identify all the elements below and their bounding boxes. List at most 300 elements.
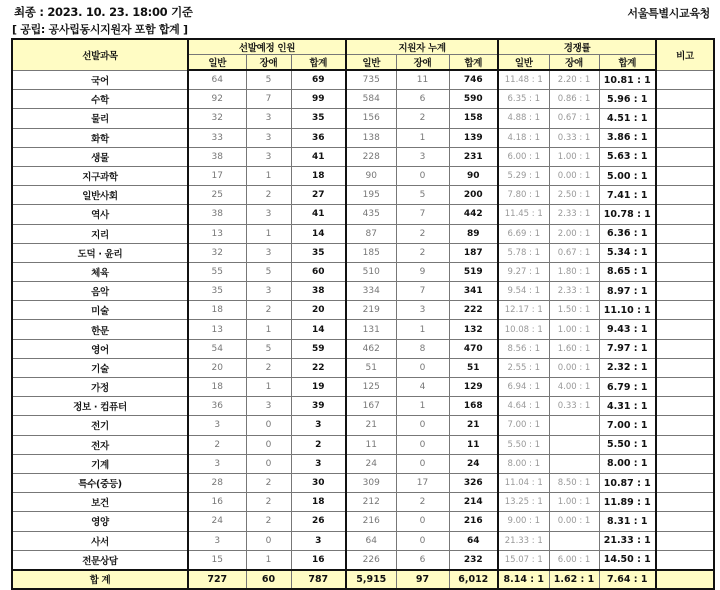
quota-general-cell: 28 (188, 473, 246, 492)
table-row (12, 473, 714, 492)
quota-disabled-cell: 1 (246, 166, 291, 185)
header-applicants-total: 합계 (449, 55, 498, 71)
header-ratio-general: 일반 (498, 55, 549, 71)
quota-general-cell: 35 (188, 282, 246, 301)
ratio-disabled-cell: 0.67 : 1 (549, 109, 599, 128)
applicants-total-cell: 746 (449, 70, 498, 90)
remarks-cell (656, 128, 714, 147)
ratio-disabled-cell: 1.80 : 1 (549, 262, 599, 281)
ratio-total-cell: 21.33 : 1 (599, 531, 656, 550)
quota-disabled-cell: 2 (246, 186, 291, 205)
ratio-disabled-cell: 0.86 : 1 (549, 90, 599, 109)
quota-total-cell: 39 (291, 397, 346, 416)
ratio-disabled-cell: 8.50 : 1 (549, 473, 599, 492)
applicants-total-cell: 187 (449, 243, 498, 262)
applicants-general-cell: 64 (346, 531, 396, 550)
quota-total-cell: 41 (291, 205, 346, 224)
table-row (12, 262, 714, 281)
applicants-disabled-cell: 2 (396, 493, 449, 512)
ratio-total-cell: 7.00 : 1 (599, 416, 656, 435)
quota-general-cell: 3 (188, 416, 246, 435)
remarks-cell (656, 512, 714, 531)
ratio-total-cell: 10.87 : 1 (599, 473, 656, 492)
quota-total-cell: 22 (291, 358, 346, 377)
applicants-total-cell: 158 (449, 109, 498, 128)
applicants-disabled-cell: 7 (396, 282, 449, 301)
quota-general-cell: 727 (188, 570, 246, 589)
ratio-disabled-cell: 1.62 : 1 (549, 570, 599, 589)
subject-cell: 체육 (12, 262, 188, 281)
ratio-disabled-cell (549, 454, 599, 473)
competition-ratio-table (11, 38, 715, 590)
applicants-general-cell: 735 (346, 70, 396, 90)
subject-cell: 기술 (12, 358, 188, 377)
ratio-total-cell: 10.78 : 1 (599, 205, 656, 224)
applicants-general-cell: 219 (346, 301, 396, 320)
quota-total-cell: 3 (291, 416, 346, 435)
table-row (12, 378, 714, 397)
applicants-disabled-cell: 6 (396, 550, 449, 570)
applicants-general-cell: 334 (346, 282, 396, 301)
applicants-total-cell: 222 (449, 301, 498, 320)
table-row (12, 128, 714, 147)
applicants-general-cell: 90 (346, 166, 396, 185)
applicants-general-cell: 584 (346, 90, 396, 109)
quota-disabled-cell: 60 (246, 570, 291, 589)
header-applicants-disabled: 장애 (396, 55, 449, 71)
ratio-general-cell: 7.00 : 1 (498, 416, 549, 435)
remarks-cell (656, 416, 714, 435)
quota-total-cell: 41 (291, 147, 346, 166)
applicants-disabled-cell: 2 (396, 109, 449, 128)
quota-general-cell: 54 (188, 339, 246, 358)
applicants-general-cell: 309 (346, 473, 396, 492)
applicants-disabled-cell: 0 (396, 454, 449, 473)
ratio-general-cell: 15.07 : 1 (498, 550, 549, 570)
ratio-disabled-cell (549, 416, 599, 435)
applicants-disabled-cell: 0 (396, 435, 449, 454)
quota-disabled-cell: 5 (246, 339, 291, 358)
remarks-cell (656, 262, 714, 281)
remarks-cell (656, 550, 714, 570)
ratio-disabled-cell (549, 435, 599, 454)
quota-general-cell: 15 (188, 550, 246, 570)
quota-disabled-cell: 0 (246, 435, 291, 454)
applicants-total-cell: 129 (449, 378, 498, 397)
remarks-cell (656, 570, 714, 589)
applicants-disabled-cell: 97 (396, 570, 449, 589)
header-ratio-group: 경쟁률 (498, 39, 656, 55)
remarks-cell (656, 186, 714, 205)
applicants-total-cell: 214 (449, 493, 498, 512)
ratio-disabled-cell: 0.00 : 1 (549, 512, 599, 531)
table-row (12, 512, 714, 531)
ratio-total-cell: 2.32 : 1 (599, 358, 656, 377)
subject-cell: 특수(중등) (12, 473, 188, 492)
ratio-disabled-cell: 6.00 : 1 (549, 550, 599, 570)
quota-disabled-cell: 0 (246, 454, 291, 473)
quota-disabled-cell: 2 (246, 493, 291, 512)
quota-total-cell: 3 (291, 454, 346, 473)
ratio-total-cell: 8.31 : 1 (599, 512, 656, 531)
remarks-cell (656, 531, 714, 550)
quota-total-cell: 59 (291, 339, 346, 358)
quota-general-cell: 16 (188, 493, 246, 512)
quota-total-cell: 26 (291, 512, 346, 531)
ratio-general-cell: 9.54 : 1 (498, 282, 549, 301)
subject-cell: 미술 (12, 301, 188, 320)
quota-general-cell: 55 (188, 262, 246, 281)
ratio-total-cell: 11.10 : 1 (599, 301, 656, 320)
applicants-general-cell: 51 (346, 358, 396, 377)
ratio-general-cell: 2.55 : 1 (498, 358, 549, 377)
applicants-total-cell: 89 (449, 224, 498, 243)
quota-general-cell: 38 (188, 205, 246, 224)
ratio-general-cell: 8.14 : 1 (498, 570, 549, 589)
applicants-disabled-cell: 6 (396, 90, 449, 109)
remarks-cell (656, 473, 714, 492)
quota-total-cell: 16 (291, 550, 346, 570)
ratio-total-cell: 10.81 : 1 (599, 70, 656, 90)
table-row (12, 243, 714, 262)
ratio-disabled-cell: 2.33 : 1 (549, 282, 599, 301)
applicants-general-cell: 21 (346, 416, 396, 435)
table-row (12, 320, 714, 339)
quota-disabled-cell: 5 (246, 262, 291, 281)
quota-disabled-cell: 7 (246, 90, 291, 109)
subject-cell: 화학 (12, 128, 188, 147)
remarks-cell (656, 205, 714, 224)
header-ratio-total: 합계 (599, 55, 656, 71)
quota-disabled-cell: 3 (246, 243, 291, 262)
header-applicants-group: 지원자 누계 (346, 39, 498, 55)
ratio-total-cell: 4.31 : 1 (599, 397, 656, 416)
quota-disabled-cell: 3 (246, 109, 291, 128)
remarks-cell (656, 282, 714, 301)
quota-total-cell: 14 (291, 320, 346, 339)
subject-cell: 사서 (12, 531, 188, 550)
ratio-disabled-cell: 1.60 : 1 (549, 339, 599, 358)
subject-cell: 전문상담 (12, 550, 188, 570)
total-row (12, 570, 714, 589)
ratio-general-cell: 8.56 : 1 (498, 339, 549, 358)
ratio-total-cell: 8.65 : 1 (599, 262, 656, 281)
remarks-cell (656, 166, 714, 185)
quota-general-cell: 92 (188, 90, 246, 109)
subject-cell: 영어 (12, 339, 188, 358)
ratio-general-cell: 11.45 : 1 (498, 205, 549, 224)
applicants-disabled-cell: 8 (396, 339, 449, 358)
ratio-total-cell: 5.34 : 1 (599, 243, 656, 262)
applicants-total-cell: 11 (449, 435, 498, 454)
applicants-disabled-cell: 1 (396, 397, 449, 416)
quota-total-cell: 35 (291, 109, 346, 128)
quota-general-cell: 3 (188, 454, 246, 473)
remarks-cell (656, 435, 714, 454)
subject-cell: 전자 (12, 435, 188, 454)
quota-general-cell: 32 (188, 109, 246, 128)
subject-cell: 일반사회 (12, 186, 188, 205)
applicants-general-cell: 11 (346, 435, 396, 454)
quota-disabled-cell: 2 (246, 473, 291, 492)
applicants-disabled-cell: 0 (396, 416, 449, 435)
quota-total-cell: 787 (291, 570, 346, 589)
quota-disabled-cell: 3 (246, 147, 291, 166)
applicants-total-cell: 6,012 (449, 570, 498, 589)
applicants-disabled-cell: 9 (396, 262, 449, 281)
timestamp: 최종 : 2023. 10. 23. 18:00 기준 (14, 5, 193, 19)
subject-cell: 역사 (12, 205, 188, 224)
table-row (12, 282, 714, 301)
quota-total-cell: 27 (291, 186, 346, 205)
applicants-total-cell: 200 (449, 186, 498, 205)
quota-disabled-cell: 0 (246, 531, 291, 550)
applicants-general-cell: 216 (346, 512, 396, 531)
subject-cell: 수학 (12, 90, 188, 109)
remarks-cell (656, 243, 714, 262)
applicants-general-cell: 185 (346, 243, 396, 262)
header-subject: 선발과목 (12, 39, 188, 70)
subject-cell: 물리 (12, 109, 188, 128)
ratio-disabled-cell: 1.50 : 1 (549, 301, 599, 320)
applicants-disabled-cell: 0 (396, 512, 449, 531)
quota-disabled-cell: 3 (246, 205, 291, 224)
ratio-disabled-cell: 0.33 : 1 (549, 397, 599, 416)
subject-cell: 지구과학 (12, 166, 188, 185)
quota-total-cell: 14 (291, 224, 346, 243)
applicants-total-cell: 341 (449, 282, 498, 301)
ratio-general-cell: 11.04 : 1 (498, 473, 549, 492)
subject-cell: 영양 (12, 512, 188, 531)
subject-cell: 합 계 (12, 570, 188, 589)
applicants-general-cell: 167 (346, 397, 396, 416)
quota-disabled-cell: 1 (246, 320, 291, 339)
quota-total-cell: 36 (291, 128, 346, 147)
applicants-disabled-cell: 17 (396, 473, 449, 492)
ratio-general-cell: 6.94 : 1 (498, 378, 549, 397)
subject-cell: 지리 (12, 224, 188, 243)
quota-total-cell: 69 (291, 70, 346, 90)
quota-total-cell: 35 (291, 243, 346, 262)
ratio-total-cell: 6.79 : 1 (599, 378, 656, 397)
quota-general-cell: 38 (188, 147, 246, 166)
table-row (12, 550, 714, 570)
ratio-disabled-cell: 0.33 : 1 (549, 128, 599, 147)
subject-cell: 가정 (12, 378, 188, 397)
quota-total-cell: 18 (291, 493, 346, 512)
ratio-general-cell: 4.64 : 1 (498, 397, 549, 416)
applicants-general-cell: 226 (346, 550, 396, 570)
quota-disabled-cell: 1 (246, 550, 291, 570)
ratio-total-cell: 11.89 : 1 (599, 493, 656, 512)
ratio-total-cell: 5.00 : 1 (599, 166, 656, 185)
ratio-disabled-cell: 1.00 : 1 (549, 493, 599, 512)
ratio-disabled-cell: 2.33 : 1 (549, 205, 599, 224)
table-subtitle: [ 공립: 공사립동시지원자 포함 합계 ] (12, 23, 188, 36)
ratio-disabled-cell (549, 531, 599, 550)
quota-disabled-cell: 2 (246, 512, 291, 531)
remarks-cell (656, 454, 714, 473)
remarks-cell (656, 70, 714, 90)
remarks-cell (656, 339, 714, 358)
remarks-cell (656, 109, 714, 128)
ratio-disabled-cell: 2.50 : 1 (549, 186, 599, 205)
ratio-general-cell: 5.50 : 1 (498, 435, 549, 454)
applicants-disabled-cell: 0 (396, 166, 449, 185)
remarks-cell (656, 224, 714, 243)
quota-total-cell: 38 (291, 282, 346, 301)
ratio-general-cell: 13.25 : 1 (498, 493, 549, 512)
applicants-disabled-cell: 3 (396, 301, 449, 320)
header-quota-general: 일반 (188, 55, 246, 71)
ratio-disabled-cell: 0.00 : 1 (549, 166, 599, 185)
table-row (12, 205, 714, 224)
applicants-disabled-cell: 4 (396, 378, 449, 397)
table-row (12, 147, 714, 166)
applicants-total-cell: 442 (449, 205, 498, 224)
table-row (12, 493, 714, 512)
remarks-cell (656, 493, 714, 512)
subject-cell: 생물 (12, 147, 188, 166)
ratio-total-cell: 6.36 : 1 (599, 224, 656, 243)
quota-disabled-cell: 3 (246, 282, 291, 301)
applicants-disabled-cell: 1 (396, 320, 449, 339)
applicants-general-cell: 156 (346, 109, 396, 128)
quota-total-cell: 2 (291, 435, 346, 454)
ratio-general-cell: 8.00 : 1 (498, 454, 549, 473)
header-quota-disabled: 장애 (246, 55, 291, 71)
header-applicants-general: 일반 (346, 55, 396, 71)
quota-general-cell: 2 (188, 435, 246, 454)
applicants-total-cell: 470 (449, 339, 498, 358)
applicants-disabled-cell: 7 (396, 205, 449, 224)
table-row (12, 109, 714, 128)
subject-cell: 도덕 · 윤리 (12, 243, 188, 262)
ratio-total-cell: 14.50 : 1 (599, 550, 656, 570)
applicants-total-cell: 326 (449, 473, 498, 492)
quota-disabled-cell: 2 (246, 301, 291, 320)
applicants-disabled-cell: 0 (396, 531, 449, 550)
ratio-general-cell: 4.18 : 1 (498, 128, 549, 147)
applicants-total-cell: 64 (449, 531, 498, 550)
table-row (12, 70, 714, 90)
quota-total-cell: 30 (291, 473, 346, 492)
ratio-general-cell: 5.29 : 1 (498, 166, 549, 185)
subject-cell: 음악 (12, 282, 188, 301)
applicants-total-cell: 21 (449, 416, 498, 435)
remarks-cell (656, 358, 714, 377)
table-row (12, 454, 714, 473)
subject-cell: 전기 (12, 416, 188, 435)
table-row (12, 90, 714, 109)
ratio-total-cell: 7.97 : 1 (599, 339, 656, 358)
subject-cell: 한문 (12, 320, 188, 339)
table-body (12, 70, 714, 589)
organization-name: 서울특별시교육청 (627, 7, 710, 20)
header-quota-group: 선발예정 인원 (188, 39, 346, 55)
ratio-total-cell: 8.97 : 1 (599, 282, 656, 301)
quota-total-cell: 99 (291, 90, 346, 109)
ratio-disabled-cell: 2.20 : 1 (549, 70, 599, 90)
quota-general-cell: 13 (188, 224, 246, 243)
ratio-total-cell: 5.63 : 1 (599, 147, 656, 166)
ratio-total-cell: 3.86 : 1 (599, 128, 656, 147)
applicants-disabled-cell: 5 (396, 186, 449, 205)
quota-general-cell: 32 (188, 243, 246, 262)
applicants-general-cell: 510 (346, 262, 396, 281)
ratio-general-cell: 11.48 : 1 (498, 70, 549, 90)
applicants-total-cell: 139 (449, 128, 498, 147)
ratio-general-cell: 10.08 : 1 (498, 320, 549, 339)
quota-general-cell: 33 (188, 128, 246, 147)
applicants-general-cell: 125 (346, 378, 396, 397)
remarks-cell (656, 397, 714, 416)
subject-cell: 기계 (12, 454, 188, 473)
ratio-general-cell: 7.80 : 1 (498, 186, 549, 205)
ratio-disabled-cell: 2.00 : 1 (549, 224, 599, 243)
ratio-total-cell: 4.51 : 1 (599, 109, 656, 128)
quota-general-cell: 13 (188, 320, 246, 339)
ratio-general-cell: 21.33 : 1 (498, 531, 549, 550)
ratio-total-cell: 7.41 : 1 (599, 186, 656, 205)
ratio-general-cell: 9.00 : 1 (498, 512, 549, 531)
ratio-total-cell: 5.50 : 1 (599, 435, 656, 454)
remarks-cell (656, 90, 714, 109)
applicants-general-cell: 5,915 (346, 570, 396, 589)
quota-disabled-cell: 0 (246, 416, 291, 435)
applicants-general-cell: 87 (346, 224, 396, 243)
quota-general-cell: 64 (188, 70, 246, 90)
applicants-total-cell: 24 (449, 454, 498, 473)
applicants-total-cell: 216 (449, 512, 498, 531)
ratio-disabled-cell: 0.67 : 1 (549, 243, 599, 262)
ratio-general-cell: 6.00 : 1 (498, 147, 549, 166)
ratio-total-cell: 5.96 : 1 (599, 90, 656, 109)
table-row (12, 416, 714, 435)
applicants-total-cell: 519 (449, 262, 498, 281)
quota-general-cell: 18 (188, 378, 246, 397)
quota-general-cell: 3 (188, 531, 246, 550)
remarks-cell (656, 301, 714, 320)
applicants-general-cell: 228 (346, 147, 396, 166)
ratio-total-cell: 7.64 : 1 (599, 570, 656, 589)
ratio-general-cell: 4.88 : 1 (498, 109, 549, 128)
table-row (12, 358, 714, 377)
quota-general-cell: 18 (188, 301, 246, 320)
applicants-total-cell: 51 (449, 358, 498, 377)
quota-total-cell: 19 (291, 378, 346, 397)
applicants-total-cell: 90 (449, 166, 498, 185)
table-row (12, 301, 714, 320)
applicants-total-cell: 132 (449, 320, 498, 339)
ratio-disabled-cell: 0.00 : 1 (549, 358, 599, 377)
subject-cell: 국어 (12, 70, 188, 90)
quota-disabled-cell: 5 (246, 70, 291, 90)
ratio-disabled-cell: 1.00 : 1 (549, 147, 599, 166)
quota-general-cell: 20 (188, 358, 246, 377)
applicants-general-cell: 462 (346, 339, 396, 358)
header-remarks: 비고 (656, 39, 714, 70)
quota-total-cell: 3 (291, 531, 346, 550)
ratio-disabled-cell: 4.00 : 1 (549, 378, 599, 397)
quota-general-cell: 36 (188, 397, 246, 416)
header-ratio-disabled: 장애 (549, 55, 599, 71)
ratio-total-cell: 8.00 : 1 (599, 454, 656, 473)
applicants-disabled-cell: 3 (396, 147, 449, 166)
subject-cell: 정보 · 컴퓨터 (12, 397, 188, 416)
quota-general-cell: 25 (188, 186, 246, 205)
applicants-total-cell: 590 (449, 90, 498, 109)
